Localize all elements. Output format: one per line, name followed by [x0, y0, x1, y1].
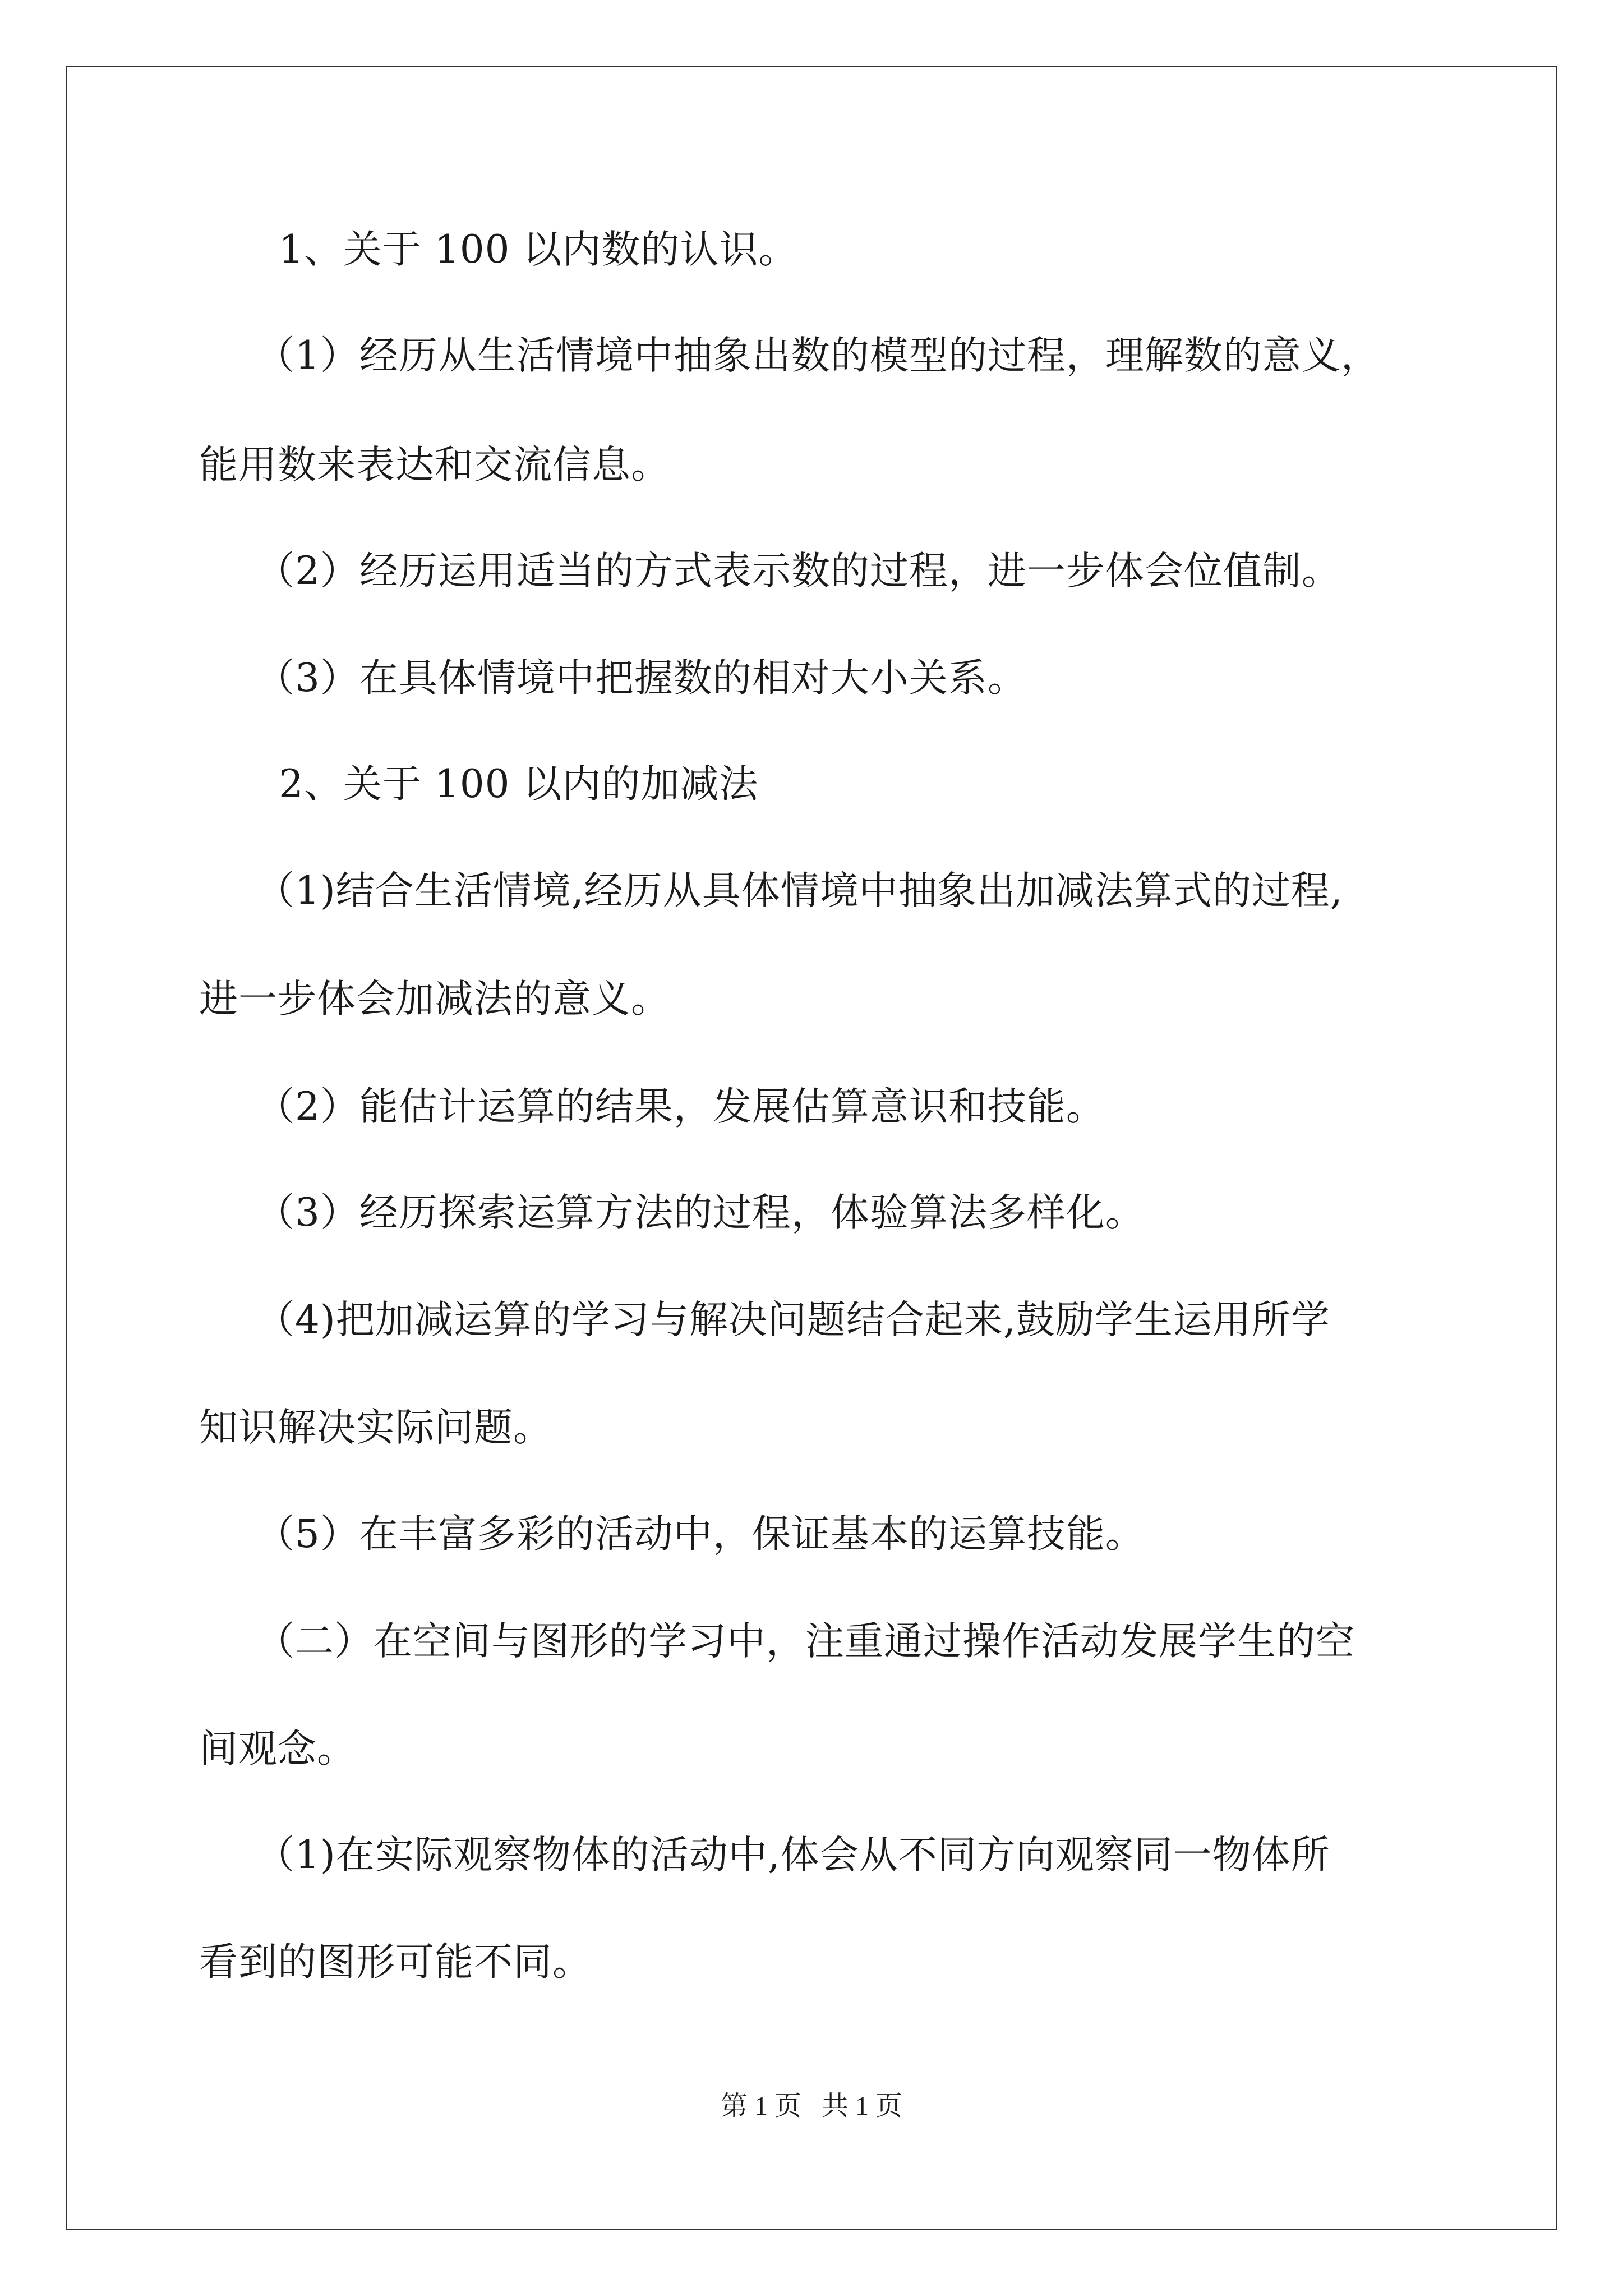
paragraph-6: 2、关于 100 以内的加减法 — [279, 762, 759, 807]
paragraph-4: （2）经历运用适当的方式表示数的过程，进一步体会位值制。 — [256, 549, 1341, 593]
paragraph-13: （5）在丰富多彩的活动中，保证基本的运算技能。 — [256, 1512, 1145, 1557]
paragraph-16: （1)在实际观察物体的活动中,体会从不同方向观察同一物体所 — [256, 1833, 1330, 1878]
paragraph-14: （二）在空间与图形的学习中，注重通过操作活动发展学生的空 — [256, 1619, 1355, 1664]
paragraph-10: （3）经历探索运算方法的过程，体验算法多样化。 — [256, 1190, 1145, 1235]
paragraph-3: 能用数来表达和交流信息。 — [199, 443, 670, 487]
paragraph-11: （4)把加减运算的学习与解决问题结合起来,鼓励学生运用所学 — [256, 1297, 1330, 1342]
paragraph-7: （1)结合生活情境,经历从具体情境中抽象出加减法算式的过程, — [256, 868, 1343, 913]
paragraph-2: （1）经历从生活情境中抽象出数的模型的过程，理解数的意义， — [256, 333, 1380, 378]
page-border — [66, 66, 1557, 2230]
paragraph-5: （3）在具体情境中把握数的相对大小关系。 — [256, 656, 1027, 701]
paragraph-15: 间观念。 — [199, 1727, 356, 1772]
paragraph-17: 看到的图形可能不同。 — [199, 1940, 592, 1985]
paragraph-12: 知识解决实际问题。 — [199, 1405, 552, 1450]
paragraph-1: 1、关于 100 以内数的认识。 — [279, 227, 798, 272]
page-footer: 第 1 页 共 1 页 — [720, 2091, 902, 2121]
paragraph-8: 进一步体会加减法的意义。 — [199, 977, 670, 1022]
paragraph-9: （2）能估计运算的结果，发展估算意识和技能。 — [256, 1084, 1105, 1129]
